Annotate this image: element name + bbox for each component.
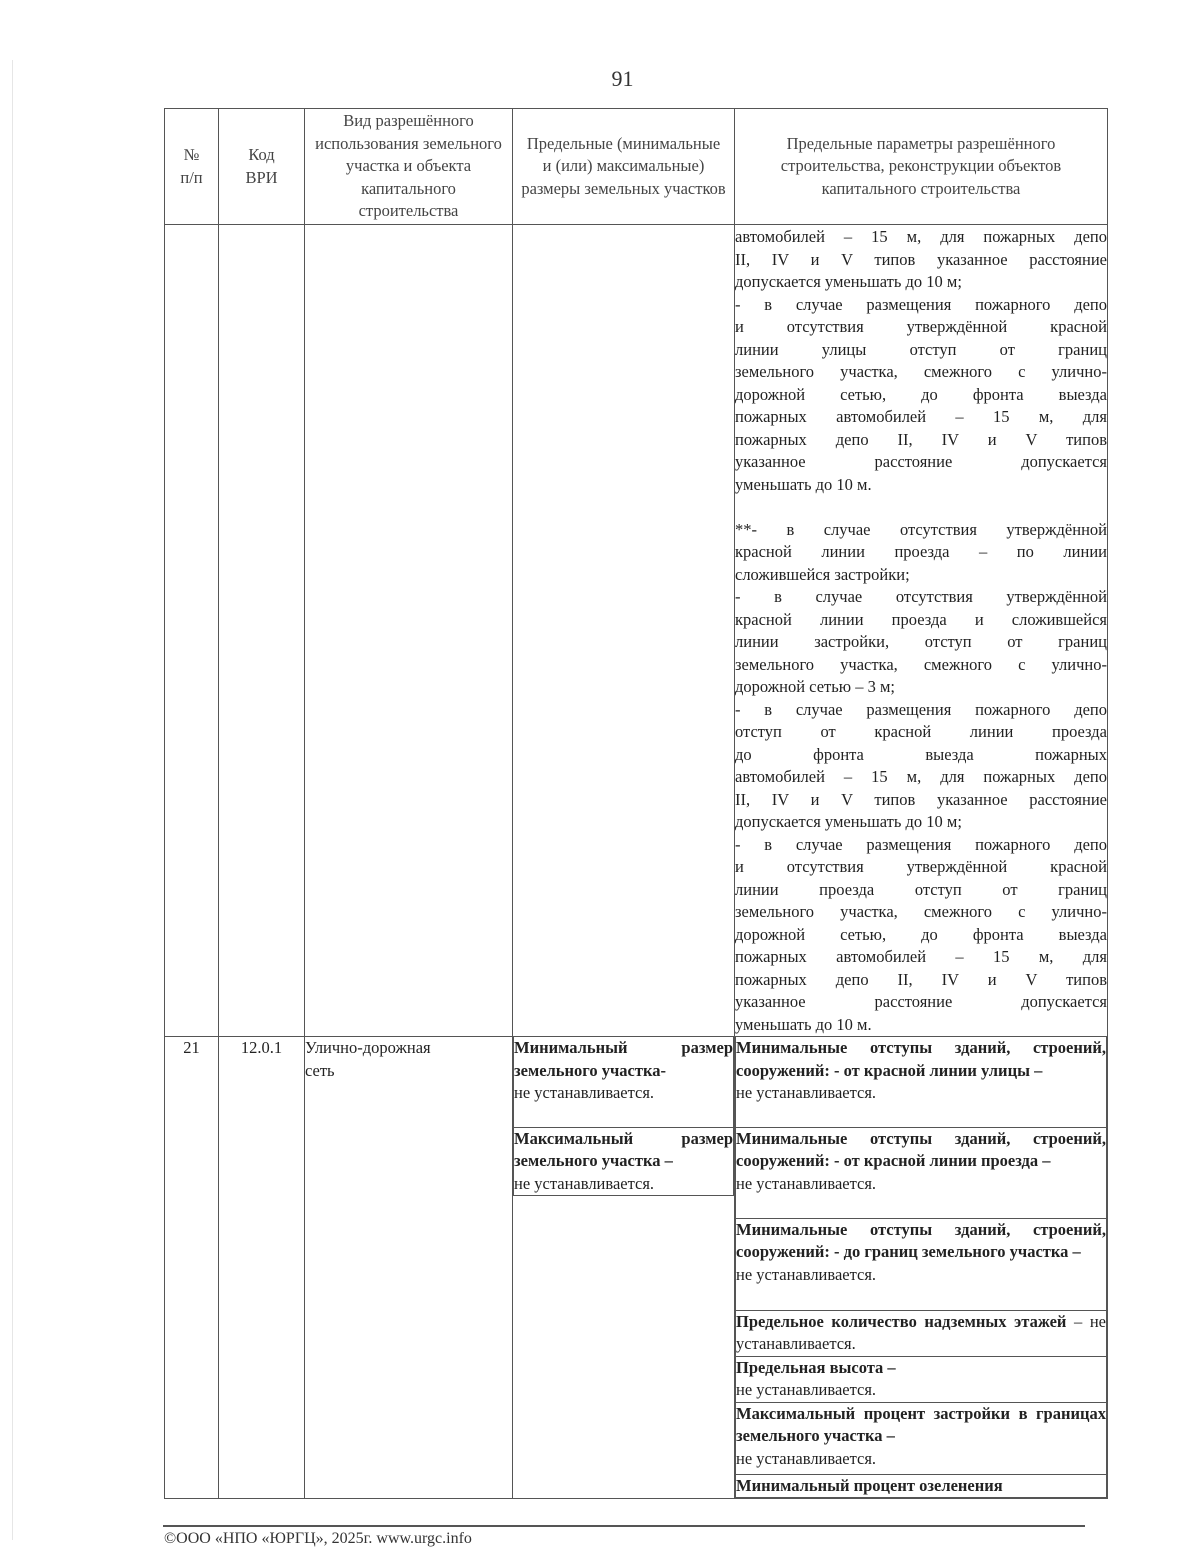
text-line: - в случае размещения пожарного депо [735, 699, 1107, 719]
text-line: дорожной сетью – 3 м; [735, 677, 895, 696]
text-line: **- в случае отсутствия утверждённой [735, 519, 1107, 539]
text-line: - в случае отсутствия утверждённой [735, 587, 1107, 606]
text-line: пожарных автомобилей – 15 м, для [735, 947, 1107, 966]
header-kind: Вид разрешённого использования земельного участка и объекта капитального строительства [305, 109, 513, 225]
text-line: и отсутствия утверждённой красной [735, 317, 1107, 336]
text-line: линии проезда отступ от границ [735, 879, 1107, 899]
page-number: 91 [611, 66, 634, 91]
subtable-cell [736, 1127, 1107, 1218]
text-line: пожарных депо II, IV и V типов [735, 429, 1107, 449]
bold-label: Минимальные отступы зданий, строений, сооружений: - от красной линии проезда – [736, 1128, 1106, 1170]
value-text: не устанавливается. [514, 1083, 655, 1102]
value-text: не устанавливается. [736, 1173, 877, 1193]
text-line: допускается уменьшать до 10 м; [735, 812, 962, 831]
bold-label: Предельная высота – [736, 1357, 896, 1377]
header-num: № п/п [165, 109, 219, 225]
sizes-subtable [513, 1037, 734, 1196]
value-text: – не устанавливается. [736, 1311, 1106, 1353]
text-line: пожарных автомобилей – 15 м, для [735, 407, 1107, 426]
text-line: указанное расстояние допускается [735, 452, 1107, 471]
text-line: до фронта выезда пожарных [735, 744, 1107, 764]
paragraph-gap [735, 496, 1107, 519]
bold-label: Максимальный размер земельного участка – [514, 1128, 733, 1170]
continuation-text [735, 225, 1108, 1037]
value-text: не устанавливается. [514, 1173, 655, 1193]
text-line: автомобилей – 15 м, для пожарных депо [735, 227, 1107, 246]
header-sizes: Предельные (минимальные и (или) максимальные) размеры земельных участков [513, 109, 735, 225]
subtable-cell [736, 1356, 1107, 1402]
table-row-continuation [165, 225, 1108, 1037]
text-line: дорожной сетью, до фронта выезда [735, 924, 1107, 944]
row-kind: Улично-дорожная сеть [305, 1037, 513, 1499]
subtable-cell [514, 1037, 734, 1127]
row-number: 21 [165, 1037, 219, 1499]
text-line: - в случае размещения пожарного депо [735, 294, 1107, 314]
header-code: Код ВРИ [219, 109, 305, 225]
bold-label: Минимальный процент озеленения [736, 1475, 1003, 1495]
subtable-cell [736, 1218, 1107, 1310]
text-line: отступ от красной линии проезда [735, 722, 1107, 741]
text-line: дорожной сетью, до фронта выезда [735, 384, 1107, 404]
text-line: II, IV и V типов указанное расстояние [735, 249, 1107, 269]
bold-label: Минимальный размер земельного участка- [514, 1038, 733, 1080]
params-subtable [735, 1037, 1107, 1498]
text-line: красной линии проезда – по линии [735, 542, 1107, 561]
bold-label: Минимальные отступы зданий, строений, сооружений: - от красной линии улицы – [736, 1038, 1106, 1080]
header-params: Предельные параметры разрешённого строительства, реконструкции объектов капитального строительства [735, 109, 1108, 225]
bold-label: Максимальный процент застройки в границах земельного участка – [736, 1403, 1106, 1445]
text-line: уменьшать до 10 м. [735, 1014, 872, 1034]
value-text: не устанавливается. [736, 1448, 877, 1468]
row-sizes [513, 1037, 735, 1499]
scan-edge [12, 60, 13, 1540]
text-line: указанное расстояние допускается [735, 992, 1107, 1011]
text-line: и отсутствия утверждённой красной [735, 857, 1107, 876]
subtable-cell [736, 1474, 1107, 1498]
text-line: пожарных депо II, IV и V типов [735, 969, 1107, 989]
value-text: не устанавливается. [736, 1380, 877, 1399]
text-line: земельного участка, смежного с улично- [735, 902, 1107, 921]
table-row-21 [165, 1037, 1108, 1499]
row-code: 12.0.1 [219, 1037, 305, 1499]
text-line: уменьшать до 10 м. [735, 474, 872, 494]
text-line: линии улицы отступ от границ [735, 339, 1107, 359]
value-text: не устанавливается. [736, 1083, 877, 1102]
subtable-cell [514, 1127, 734, 1196]
text-line: красной линии проезда и сложившейся [735, 609, 1107, 629]
table-header-row [165, 109, 1108, 225]
text-line: земельного участка, смежного с улично- [735, 362, 1107, 381]
subtable-cell [736, 1310, 1107, 1356]
bold-label: Минимальные отступы зданий, строений, сооружений: - до границ земельного участка – [736, 1219, 1106, 1261]
subtable-cell [736, 1037, 1107, 1127]
text-line: сложившейся застройки; [735, 564, 910, 584]
regulations-table [164, 108, 1108, 1499]
subtable-cell [736, 1402, 1107, 1474]
text-line: земельного участка, смежного с улично- [735, 654, 1107, 674]
bold-label: Предельное количество надземных этажей [736, 1311, 1067, 1331]
row-params [735, 1037, 1108, 1499]
text-line: допускается уменьшать до 10 м; [735, 272, 962, 291]
text-line: - в случае размещения пожарного депо [735, 834, 1107, 854]
text-line: автомобилей – 15 м, для пожарных депо [735, 767, 1107, 786]
text-line: II, IV и V типов указанное расстояние [735, 789, 1107, 809]
footer-rule [163, 1525, 1085, 1527]
text-line: линии застройки, отступ от границ [735, 632, 1107, 651]
value-text: не устанавливается. [736, 1264, 877, 1284]
footer-text: ©ООО «НПО «ЮРГЦ», 2025г. www.urgc.info [164, 1530, 472, 1547]
